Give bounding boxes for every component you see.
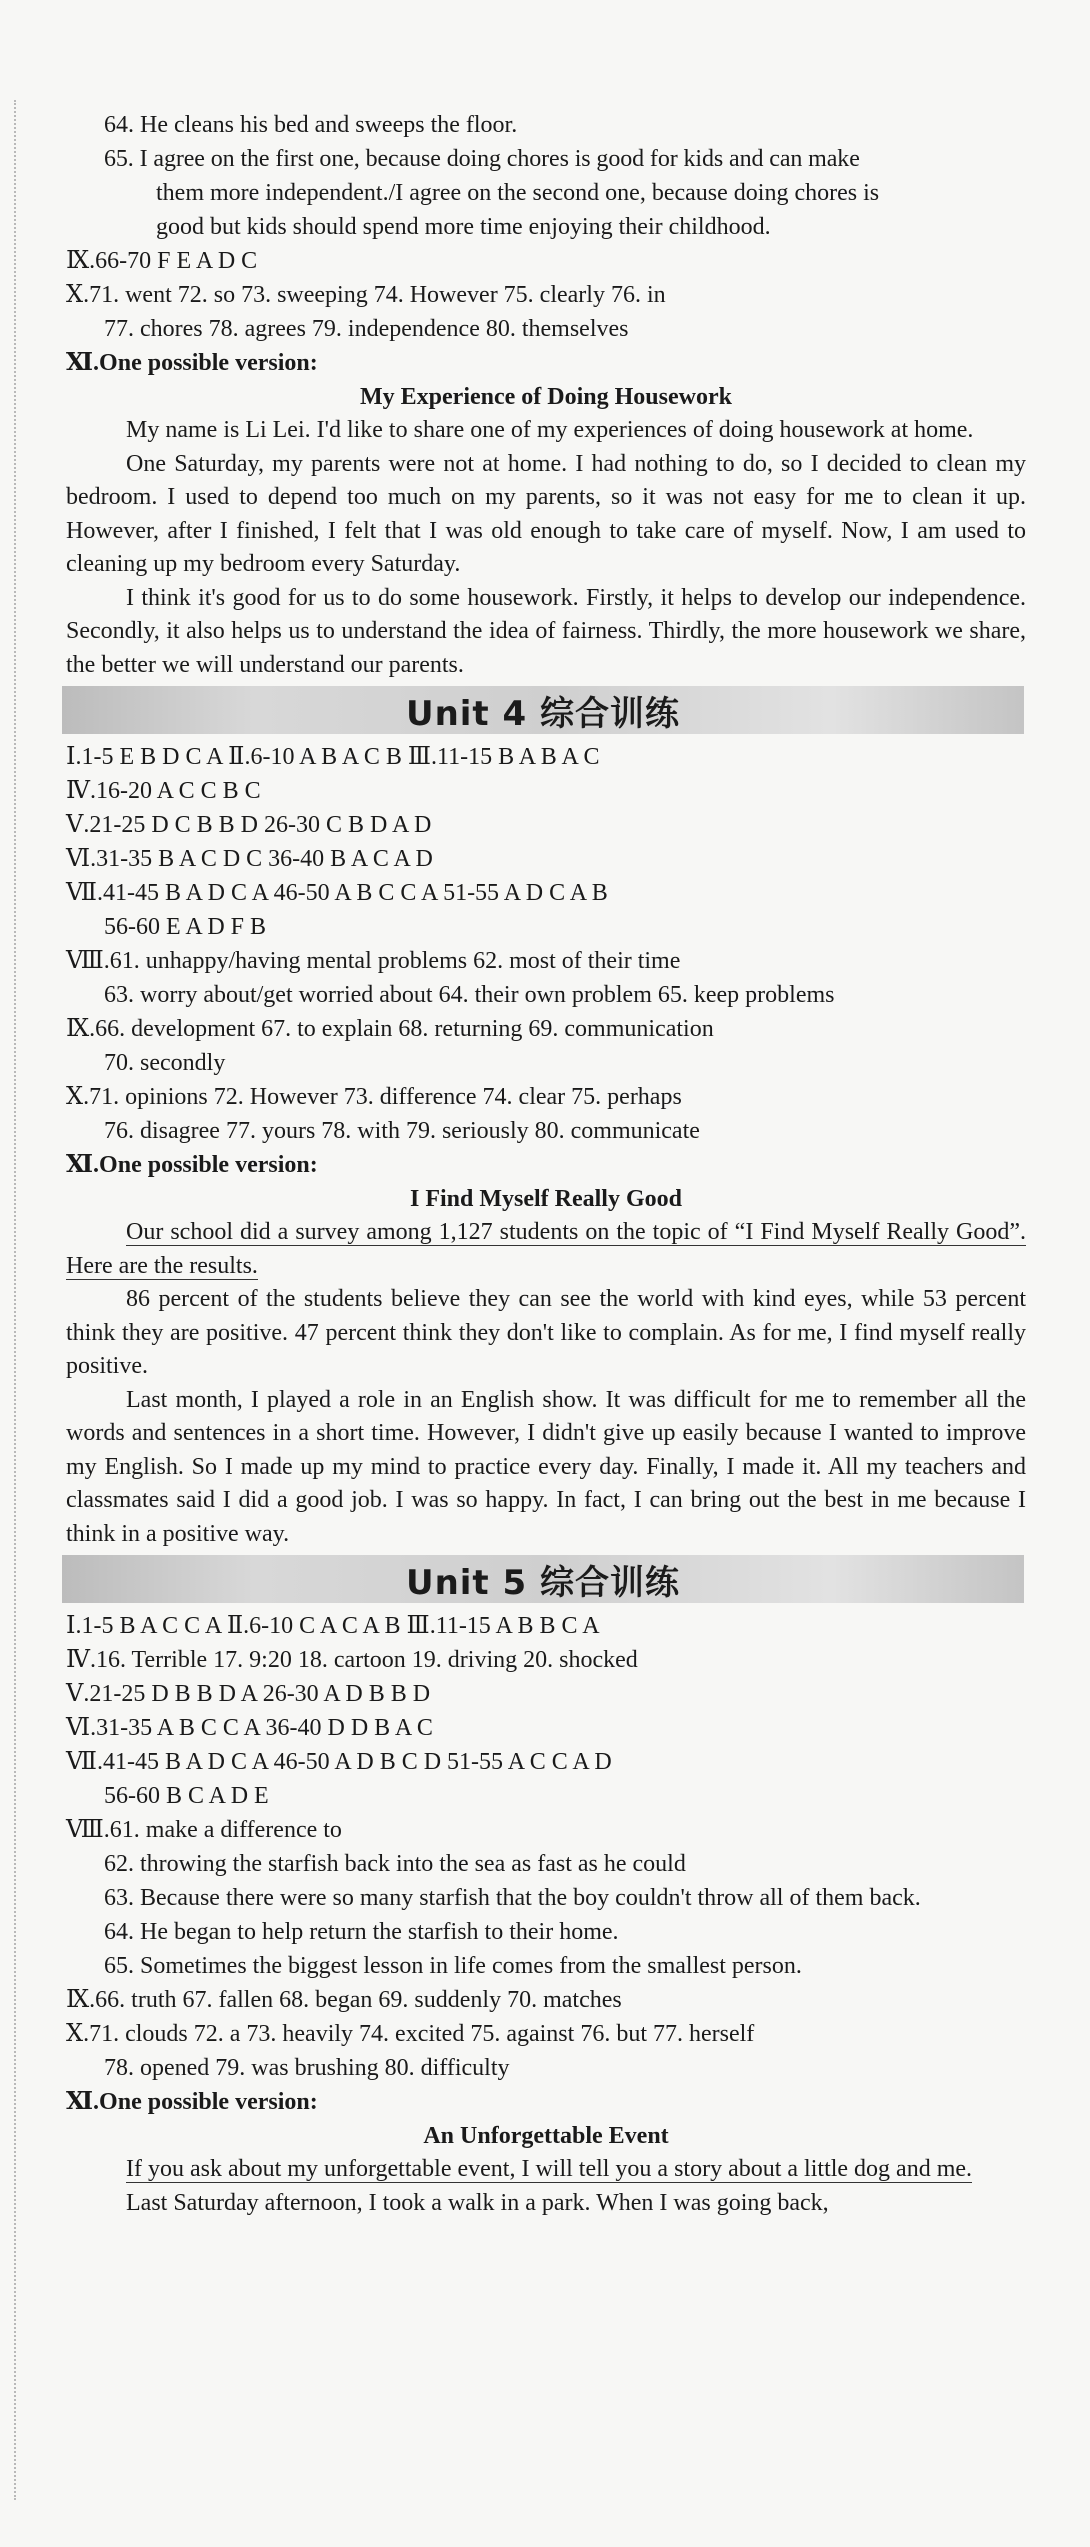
u4-answers-76-80: 76. disagree 77. yours 78. with 79. seriously 80. communicate [104, 1118, 700, 1144]
unit-4-title: Unit 4 综合训练 [405, 693, 681, 734]
u5-answers-56-60: 56-60 B C A D E [104, 1783, 269, 1809]
u4-answers-31-40: Ⅵ.31-35 B A C D C 36-40 B A C A D [66, 846, 433, 872]
u5-answers-16-20: Ⅳ.16. Terrible 17. 9:20 18. cartoon 19. driving 20. shocked [66, 1647, 638, 1673]
section-x-answers-line1: Ⅹ.71. went 72. so 73. sweeping 74. However 75. clearly 76. in [66, 282, 666, 308]
u4-answers-1-15: Ⅰ.1-5 E B D C A Ⅱ.6-10 A B A C B Ⅲ.11-15 B A B A C [66, 744, 600, 770]
u5-answers-1-15: Ⅰ.1-5 B A C C A Ⅱ.6-10 C A C A B Ⅲ.11-15 A B B C A [66, 1613, 600, 1639]
essay-paragraph: My name is Li Lei. I'd like to share one of my experiences of doing housework at home. [126, 417, 974, 443]
unit-5-banner [62, 1555, 1024, 1603]
essay-paragraph [66, 1216, 1026, 1283]
u5-answers-41-55: Ⅶ.41-45 B A D C A 46-50 A D B C D 51-55 A C C A D [66, 1749, 612, 1775]
u5-answers-65: 65. Sometimes the biggest lesson in life comes from the smallest person. [104, 1953, 802, 1979]
u5-section-xi-heading: Ⅺ.One possible version: [66, 2089, 318, 2115]
underlined-topic-sentence: Our school did a survey among 1,127 students on the topic of “I Find Myself Really Good”. Here are the results. [66, 1219, 1026, 1279]
u5-answers-66-70: Ⅸ.66. truth 67. fallen 68. began 69. suddenly 70. matches [66, 1987, 622, 2013]
page-content [66, 108, 1026, 2220]
answer-65-line3: good but kids should spend more time enjoying their childhood. [156, 214, 771, 240]
section-x-answers-line2: 77. chores 78. agrees 79. independence 80. themselves [104, 316, 629, 342]
u4-answers-70: 70. secondly [104, 1050, 226, 1076]
section-ix-answers: Ⅸ.66-70 F E A D C [66, 248, 258, 274]
u5-answers-21-30: Ⅴ.21-25 D B B D A 26-30 A D B B D [66, 1681, 431, 1707]
answer-64: 64. He cleans his bed and sweeps the floor. [104, 112, 518, 138]
u4-answers-41-55: Ⅶ.41-45 B A D C A 46-50 A B C C A 51-55 A D C A B [66, 880, 608, 906]
u4-section-xi-heading: Ⅺ.One possible version: [66, 1152, 318, 1178]
essay-title-housework: My Experience of Doing Housework [360, 384, 732, 410]
u4-answers-21-30: Ⅴ.21-25 D C B B D 26-30 C B D A D [66, 812, 432, 838]
essay-paragraph: 86 percent of the students believe they can see the world with kind eyes, while 53 percent think they are positive. 47 percent think they don't like to complain. As for me, I find myself really positive. [66, 1286, 1026, 1379]
u5-answers-71-77: Ⅹ.71. clouds 72. a 73. heavily 74. excited 75. against 76. but 77. herself [66, 2021, 755, 2047]
u5-answers-64: 64. He began to help return the starfish to their home. [104, 1919, 619, 1945]
u5-answers-63: 63. Because there were so many starfish that the boy couldn't throw all of them back. [104, 1885, 921, 1911]
u5-answers-31-40: Ⅵ.31-35 A B C C A 36-40 D D B A C [66, 1715, 433, 1741]
essay-paragraph [66, 2153, 1026, 2187]
answer-65-line1: 65. I agree on the first one, because doing chores is good for kids and can make [104, 146, 860, 172]
u4-answers-63-65: 63. worry about/get worried about 64. their own problem 65. keep problems [104, 982, 835, 1008]
unit-5-title: Unit 5 综合训练 [405, 1562, 681, 1603]
unit-4-banner [62, 686, 1024, 734]
section-xi-heading: Ⅺ.One possible version: [66, 350, 318, 376]
essay-paragraph: One Saturday, my parents were not at home. I had nothing to do, so I decided to clean my bedroom. I used to depend too much on my parents, so it was not easy for me to clean it up. However, after I finished, I felt that I was old enough to take care of myself. Now, I am used to cleaning up my bedroom every Saturday. [66, 450, 1026, 577]
u5-answers-78-80: 78. opened 79. was brushing 80. difficulty [104, 2055, 510, 2081]
u4-answers-66-69: Ⅸ.66. development 67. to explain 68. returning 69. communication [66, 1016, 714, 1042]
u4-answers-71-75: Ⅹ.71. opinions 72. However 73. difference 74. clear 75. perhaps [66, 1084, 682, 1110]
essay-paragraph: Last Saturday afternoon, I took a walk in a park. When I was going back, [126, 2189, 829, 2216]
essay-paragraph: I think it's good for us to do some housework. Firstly, it helps to develop our independence. Secondly, it also helps us to understand the idea of fairness. Thirdly, the more housework we share, the better we will understand our parents. [66, 584, 1026, 678]
u5-answers-62: 62. throwing the starfish back into the sea as fast as he could [104, 1851, 686, 1877]
answer-65-line2: them more independent./I agree on the second one, because doing chores is [156, 180, 880, 206]
essay-title-unforgettable-event: An Unforgettable Event [423, 2123, 669, 2149]
u4-answers-16-20: Ⅳ.16-20 A C C B C [66, 778, 261, 804]
underlined-topic-sentence: If you ask about my unforgettable event, I will tell you a story about a little dog and me. [126, 2156, 973, 2182]
u4-answers-56-60: 56-60 E A D F B [104, 914, 267, 940]
essay-title-find-myself: I Find Myself Really Good [409, 1186, 682, 1212]
u4-answers-61-62: Ⅷ.61. unhappy/having mental problems 62. most of their time [66, 948, 681, 974]
u5-answers-61: Ⅷ.61. make a difference to [66, 1817, 342, 1843]
binding-margin-line [14, 100, 16, 2500]
essay-paragraph: Last month, I played a role in an English show. It was difficult for me to remember all the words and sentences in a short time. However, I didn't give up easily because I wanted to improve my English. So I made up my mind to practice every day. Finally, I made it. All my teachers and classmates said I did a good job. I was so happy. In fact, I can bring out the best in me because I think in a positive way. [66, 1386, 1026, 1547]
